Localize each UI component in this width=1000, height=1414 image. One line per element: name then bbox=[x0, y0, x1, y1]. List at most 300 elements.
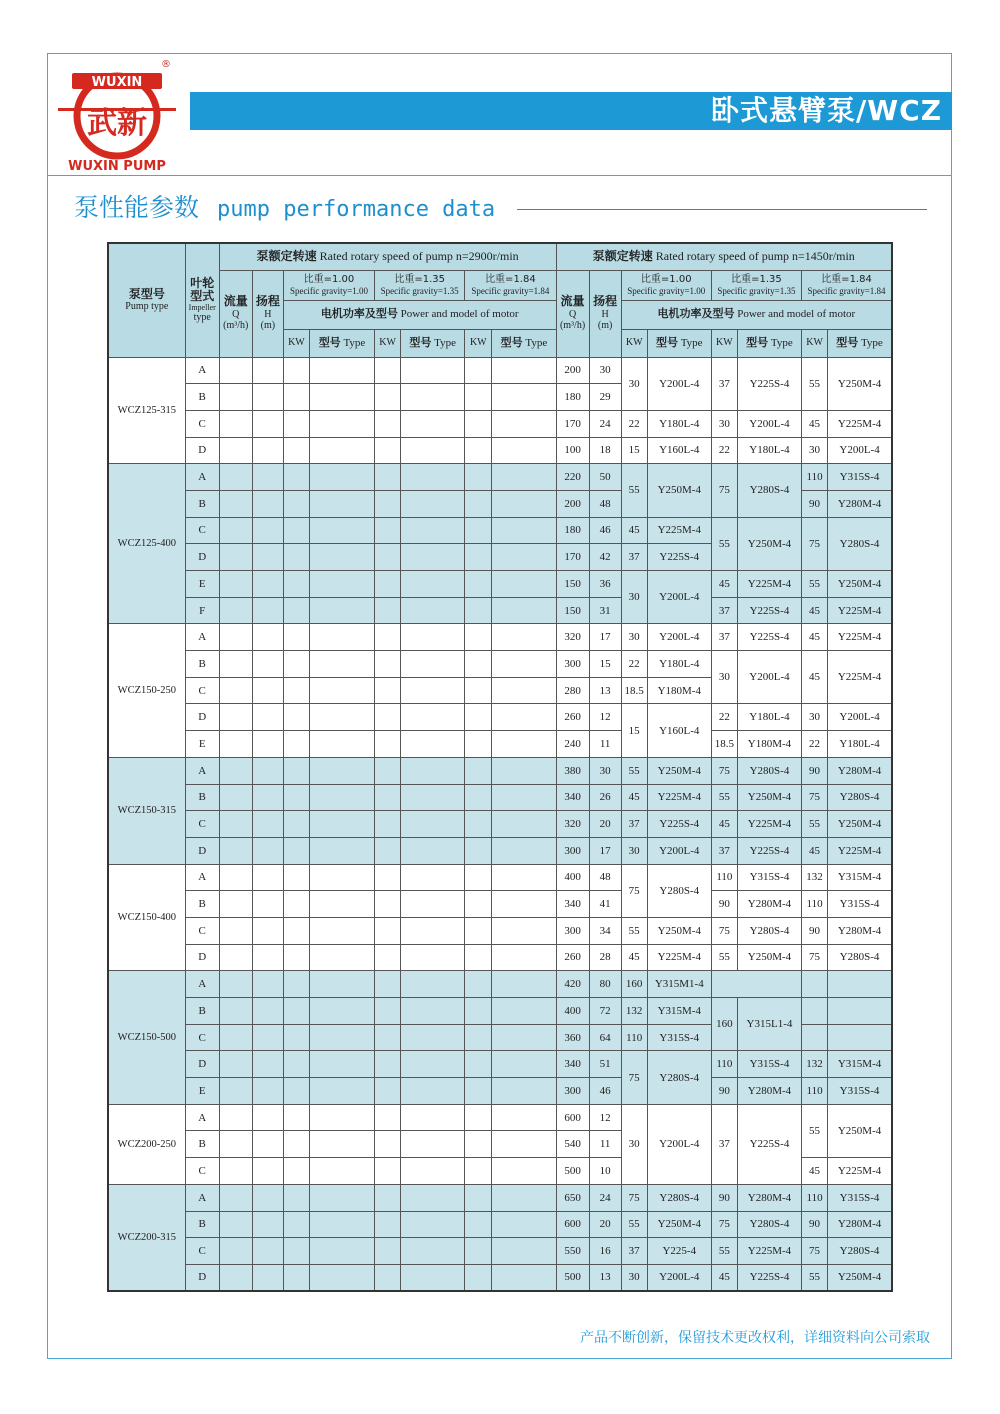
impeller-cell: D bbox=[185, 1051, 219, 1078]
kw-cell: 75 bbox=[621, 1184, 647, 1211]
impeller-cell: B bbox=[185, 998, 219, 1025]
flow-cell: 540 bbox=[556, 1131, 589, 1158]
kw-cell: 90 bbox=[802, 490, 828, 517]
flow-cell: 200 bbox=[556, 357, 589, 384]
table-row bbox=[108, 1184, 892, 1211]
header-motor-2900: 电机功率及型号 Power and model of motor bbox=[283, 300, 556, 329]
motor-type-cell: Y180M-4 bbox=[737, 731, 801, 758]
table-row bbox=[108, 1238, 892, 1265]
flow-cell: 500 bbox=[556, 1158, 589, 1185]
motor-type-cell: Y315L1-4 bbox=[737, 998, 801, 1051]
impeller-cell: C bbox=[185, 677, 219, 704]
head-cell: 13 bbox=[589, 1264, 621, 1291]
kw-cell: 45 bbox=[711, 571, 737, 598]
motor-type-cell: Y250M-4 bbox=[737, 944, 801, 971]
flow-cell: 170 bbox=[556, 544, 589, 571]
motor-type-cell: Y280S-4 bbox=[828, 517, 892, 570]
impeller-cell: C bbox=[185, 517, 219, 544]
flow-cell: 550 bbox=[556, 1238, 589, 1265]
motor-type-cell: Y315S-4 bbox=[737, 1051, 801, 1078]
kw-cell: 55 bbox=[621, 917, 647, 944]
impeller-cell: B bbox=[185, 1131, 219, 1158]
head-cell: 30 bbox=[589, 757, 621, 784]
header-flow-1450: 流量 Q (m³/h) bbox=[556, 270, 589, 357]
header-speed-1450: 泵额定转速 Rated rotary speed of pump n=1450r/min bbox=[556, 243, 892, 270]
flow-cell: 380 bbox=[556, 757, 589, 784]
kw-cell: 75 bbox=[711, 464, 737, 517]
head-cell: 72 bbox=[589, 998, 621, 1025]
head-cell: 11 bbox=[589, 731, 621, 758]
header-type: 型号 Type bbox=[647, 329, 711, 357]
table-row bbox=[108, 597, 892, 624]
head-cell: 29 bbox=[589, 384, 621, 411]
kw-cell: 30 bbox=[621, 837, 647, 864]
flow-cell: 600 bbox=[556, 1211, 589, 1238]
pump-type-cell: WCZ200-250 bbox=[108, 1104, 185, 1184]
motor-type-cell: Y225M-4 bbox=[647, 944, 711, 971]
kw-cell: 55 bbox=[802, 357, 828, 410]
flow-cell: 340 bbox=[556, 1051, 589, 1078]
motor-type-cell: Y225M-4 bbox=[737, 1238, 801, 1265]
motor-type-cell: Y250M-4 bbox=[828, 1264, 892, 1291]
header-type: 型号 Type bbox=[309, 329, 374, 357]
impeller-cell: A bbox=[185, 464, 219, 491]
kw-cell: 22 bbox=[711, 704, 737, 731]
impeller-cell: A bbox=[185, 757, 219, 784]
header-type: 型号 Type bbox=[401, 329, 465, 357]
motor-type-cell: Y250M-4 bbox=[647, 464, 711, 517]
flow-cell: 180 bbox=[556, 517, 589, 544]
kw-cell: 30 bbox=[621, 357, 647, 410]
kw-cell: 132 bbox=[802, 864, 828, 891]
header-kw: KW bbox=[802, 329, 828, 357]
kw-cell: 75 bbox=[621, 1051, 647, 1104]
kw-cell: 22 bbox=[802, 731, 828, 758]
table-row bbox=[108, 437, 892, 464]
kw-cell: 30 bbox=[621, 571, 647, 624]
header-type: 型号 Type bbox=[828, 329, 892, 357]
header-sg100-1450: 比重=1.00 Specific gravity=1.00 bbox=[621, 270, 711, 300]
head-cell: 17 bbox=[589, 624, 621, 651]
header-sg100-2900: 比重=1.00 Specific gravity=1.00 bbox=[283, 270, 374, 300]
motor-type-cell: Y250M-4 bbox=[828, 357, 892, 410]
flow-cell: 150 bbox=[556, 597, 589, 624]
table-row bbox=[108, 651, 892, 678]
kw-cell: 75 bbox=[621, 864, 647, 917]
motor-type-cell: Y280M-4 bbox=[737, 891, 801, 918]
kw-cell: 110 bbox=[711, 864, 737, 891]
table-row bbox=[108, 1051, 892, 1078]
table-row bbox=[108, 864, 892, 891]
kw-cell: 55 bbox=[802, 811, 828, 838]
table-row bbox=[108, 1264, 892, 1291]
kw-cell: 75 bbox=[711, 757, 737, 784]
impeller-cell: C bbox=[185, 1158, 219, 1185]
flow-cell: 300 bbox=[556, 651, 589, 678]
flow-cell: 320 bbox=[556, 624, 589, 651]
head-cell: 34 bbox=[589, 917, 621, 944]
impeller-cell: B bbox=[185, 490, 219, 517]
table-row bbox=[108, 757, 892, 784]
kw-cell: 37 bbox=[711, 597, 737, 624]
motor-type-cell: Y250M-4 bbox=[828, 1104, 892, 1157]
logo-text-en: WUXIN bbox=[91, 75, 143, 90]
impeller-cell: A bbox=[185, 1184, 219, 1211]
motor-type-cell: Y280S-4 bbox=[647, 864, 711, 917]
pump-type-cell: WCZ150-400 bbox=[108, 864, 185, 971]
pump-type-cell: WCZ150-315 bbox=[108, 757, 185, 864]
section-rule bbox=[517, 209, 927, 210]
impeller-cell: C bbox=[185, 917, 219, 944]
kw-cell: 30 bbox=[802, 437, 828, 464]
kw-cell: 55 bbox=[711, 944, 737, 971]
motor-type-cell: Y280S-4 bbox=[828, 1238, 892, 1265]
motor-type-cell: Y280S-4 bbox=[737, 917, 801, 944]
flow-cell: 420 bbox=[556, 971, 589, 998]
motor-type-cell: Y280M-4 bbox=[828, 757, 892, 784]
table-row bbox=[108, 811, 892, 838]
kw-cell: 90 bbox=[711, 891, 737, 918]
motor-type-cell: Y225M-4 bbox=[828, 410, 892, 437]
kw-cell: 30 bbox=[621, 1264, 647, 1291]
flow-cell: 180 bbox=[556, 384, 589, 411]
performance-table bbox=[107, 242, 893, 1292]
motor-type-cell: Y200L-4 bbox=[647, 357, 711, 410]
motor-type-cell: Y225S-4 bbox=[737, 597, 801, 624]
head-cell: 24 bbox=[589, 1184, 621, 1211]
table-row bbox=[108, 1078, 892, 1105]
motor-type-cell: Y200L-4 bbox=[647, 624, 711, 651]
registered-mark: ® bbox=[161, 59, 171, 70]
motor-type-cell: Y225S-4 bbox=[737, 1264, 801, 1291]
head-cell: 12 bbox=[589, 704, 621, 731]
motor-type-cell: Y280M-4 bbox=[828, 490, 892, 517]
header-kw: KW bbox=[465, 329, 492, 357]
kw-cell: 37 bbox=[621, 1238, 647, 1265]
header-kw: KW bbox=[621, 329, 647, 357]
head-cell: 50 bbox=[589, 464, 621, 491]
kw-cell: 55 bbox=[711, 1238, 737, 1265]
header-head-1450: 扬程 H (m) bbox=[589, 270, 621, 357]
kw-cell: 160 bbox=[621, 971, 647, 998]
flow-cell: 400 bbox=[556, 864, 589, 891]
section-title bbox=[74, 190, 495, 226]
kw-cell: 18.5 bbox=[711, 731, 737, 758]
flow-cell: 400 bbox=[556, 998, 589, 1025]
motor-type-cell: Y315M-4 bbox=[828, 864, 892, 891]
table-row bbox=[108, 1104, 892, 1131]
table-row bbox=[108, 998, 892, 1025]
kw-cell: 55 bbox=[802, 1264, 828, 1291]
motor-type-cell: Y200L-4 bbox=[737, 410, 801, 437]
header-sg135-1450: 比重=1.35 Specific gravity=1.35 bbox=[711, 270, 801, 300]
pump-type-cell: WCZ125-400 bbox=[108, 464, 185, 624]
motor-type-cell: Y225M-4 bbox=[828, 651, 892, 704]
motor-type-cell: Y225M-4 bbox=[828, 1158, 892, 1185]
flow-cell: 280 bbox=[556, 677, 589, 704]
table-row bbox=[108, 837, 892, 864]
head-cell: 64 bbox=[589, 1024, 621, 1051]
wuxin-logo bbox=[58, 58, 176, 173]
flow-cell: 300 bbox=[556, 1078, 589, 1105]
kw-cell: 160 bbox=[711, 998, 737, 1051]
motor-type-cell: Y225M-4 bbox=[828, 624, 892, 651]
kw-cell: 75 bbox=[802, 1238, 828, 1265]
kw-cell: 90 bbox=[711, 1078, 737, 1105]
logo-text-cn: 武新 bbox=[87, 106, 147, 141]
table-row bbox=[108, 731, 892, 758]
motor-type-cell: Y225-4 bbox=[647, 1238, 711, 1265]
kw-cell: 75 bbox=[802, 784, 828, 811]
motor-type-cell: Y200L-4 bbox=[828, 437, 892, 464]
header-sg184-2900: 比重=1.84 Specific gravity=1.84 bbox=[465, 270, 556, 300]
pump-type-cell: WCZ150-250 bbox=[108, 624, 185, 757]
kw-cell: 45 bbox=[802, 624, 828, 651]
flow-cell: 150 bbox=[556, 571, 589, 598]
head-cell: 20 bbox=[589, 811, 621, 838]
table-row bbox=[108, 917, 892, 944]
table-row bbox=[108, 704, 892, 731]
table-row bbox=[108, 1211, 892, 1238]
flow-cell: 300 bbox=[556, 837, 589, 864]
motor-type-cell: Y250M-4 bbox=[828, 571, 892, 598]
head-cell: 80 bbox=[589, 971, 621, 998]
impeller-cell: B bbox=[185, 891, 219, 918]
kw-cell: 132 bbox=[621, 998, 647, 1025]
head-cell: 31 bbox=[589, 597, 621, 624]
impeller-cell: E bbox=[185, 731, 219, 758]
motor-type-cell: Y315M-4 bbox=[828, 1051, 892, 1078]
motor-type-cell: Y250M-4 bbox=[647, 757, 711, 784]
motor-type-cell: Y180L-4 bbox=[828, 731, 892, 758]
motor-type-cell: Y250M-4 bbox=[647, 917, 711, 944]
header-kw: KW bbox=[375, 329, 401, 357]
kw-cell: 30 bbox=[621, 624, 647, 651]
impeller-cell: C bbox=[185, 1238, 219, 1265]
impeller-cell: D bbox=[185, 437, 219, 464]
impeller-cell: E bbox=[185, 571, 219, 598]
kw-cell: 90 bbox=[711, 1184, 737, 1211]
motor-type-cell: Y280M-4 bbox=[828, 917, 892, 944]
motor-type-cell: Y200L-4 bbox=[737, 651, 801, 704]
motor-type-cell: Y280S-4 bbox=[737, 1211, 801, 1238]
kw-cell: 55 bbox=[802, 571, 828, 598]
pump-type-cell: WCZ150-500 bbox=[108, 971, 185, 1104]
kw-cell: 37 bbox=[711, 624, 737, 651]
impeller-cell: A bbox=[185, 864, 219, 891]
motor-type-cell: Y315S-4 bbox=[647, 1024, 711, 1051]
motor-type-cell: Y315S-4 bbox=[828, 1184, 892, 1211]
kw-cell: 22 bbox=[711, 437, 737, 464]
kw-cell: 45 bbox=[802, 1158, 828, 1185]
impeller-cell: B bbox=[185, 651, 219, 678]
pump-type-cell: WCZ200-315 bbox=[108, 1184, 185, 1291]
motor-type-cell: Y160L-4 bbox=[647, 704, 711, 757]
kw-cell: 30 bbox=[711, 651, 737, 704]
head-cell: 41 bbox=[589, 891, 621, 918]
kw-cell: 110 bbox=[802, 464, 828, 491]
impeller-cell: D bbox=[185, 544, 219, 571]
motor-type-cell: Y225M-4 bbox=[737, 811, 801, 838]
motor-type-cell: Y225S-4 bbox=[647, 811, 711, 838]
motor-type-cell: Y225M-4 bbox=[647, 517, 711, 544]
kw-cell: 45 bbox=[802, 651, 828, 704]
header-impeller: 叶轮型式 Impeller type bbox=[185, 243, 219, 357]
motor-type-cell: Y250M-4 bbox=[647, 1211, 711, 1238]
flow-cell: 220 bbox=[556, 464, 589, 491]
flow-cell: 240 bbox=[556, 731, 589, 758]
kw-cell: 37 bbox=[621, 544, 647, 571]
motor-type-cell: Y315S-4 bbox=[737, 864, 801, 891]
head-cell: 10 bbox=[589, 1158, 621, 1185]
motor-type-cell: Y280M-4 bbox=[737, 1184, 801, 1211]
head-cell: 17 bbox=[589, 837, 621, 864]
kw-cell: 90 bbox=[802, 1211, 828, 1238]
kw-cell: 75 bbox=[802, 517, 828, 570]
motor-type-cell: Y315S-4 bbox=[828, 1078, 892, 1105]
head-cell: 42 bbox=[589, 544, 621, 571]
header-sg184-1450: 比重=1.84 Specific gravity=1.84 bbox=[802, 270, 892, 300]
motor-type-cell: Y180L-4 bbox=[737, 437, 801, 464]
motor-type-cell: Y280S-4 bbox=[737, 757, 801, 784]
kw-cell: 55 bbox=[711, 517, 737, 570]
flow-cell: 360 bbox=[556, 1024, 589, 1051]
table-row bbox=[108, 571, 892, 598]
impeller-cell: C bbox=[185, 1024, 219, 1051]
kw-cell: 37 bbox=[711, 837, 737, 864]
head-cell: 15 bbox=[589, 651, 621, 678]
motor-type-cell: Y280M-4 bbox=[737, 1078, 801, 1105]
head-cell: 28 bbox=[589, 944, 621, 971]
table-row bbox=[108, 357, 892, 384]
flow-cell: 100 bbox=[556, 437, 589, 464]
motor-type-cell: Y280S-4 bbox=[647, 1051, 711, 1104]
table-row bbox=[108, 624, 892, 651]
kw-cell: 110 bbox=[802, 1184, 828, 1211]
motor-type-cell: Y315S-4 bbox=[828, 891, 892, 918]
flow-cell: 170 bbox=[556, 410, 589, 437]
motor-type-cell: Y280S-4 bbox=[828, 944, 892, 971]
motor-type-cell: Y280S-4 bbox=[647, 1184, 711, 1211]
flow-cell: 500 bbox=[556, 1264, 589, 1291]
table-row bbox=[108, 464, 892, 491]
table-row bbox=[108, 891, 892, 918]
kw-cell: 55 bbox=[621, 464, 647, 517]
motor-type-cell: Y225M-4 bbox=[737, 571, 801, 598]
impeller-cell: D bbox=[185, 944, 219, 971]
motor-type-cell: Y225S-4 bbox=[737, 837, 801, 864]
header-type: 型号 Type bbox=[492, 329, 556, 357]
motor-type-cell: Y225M-4 bbox=[828, 837, 892, 864]
head-cell: 30 bbox=[589, 357, 621, 384]
kw-cell: 75 bbox=[802, 944, 828, 971]
head-cell: 11 bbox=[589, 1131, 621, 1158]
head-cell: 18 bbox=[589, 437, 621, 464]
motor-type-cell: Y180M-4 bbox=[647, 677, 711, 704]
flow-cell: 340 bbox=[556, 784, 589, 811]
kw-cell: 110 bbox=[711, 1051, 737, 1078]
motor-type-cell: Y280S-4 bbox=[737, 464, 801, 517]
flow-cell: 650 bbox=[556, 1184, 589, 1211]
footer-note: 产品不断创新，保留技术更改权利，详细资料向公司索取 bbox=[580, 1330, 930, 1346]
impeller-cell: A bbox=[185, 357, 219, 384]
impeller-cell: C bbox=[185, 410, 219, 437]
header-kw: KW bbox=[283, 329, 309, 357]
motor-type-cell: Y180L-4 bbox=[737, 704, 801, 731]
table-row bbox=[108, 944, 892, 971]
kw-cell: 75 bbox=[711, 1211, 737, 1238]
impeller-cell: F bbox=[185, 597, 219, 624]
kw-cell: 37 bbox=[711, 357, 737, 410]
header-sg135-2900: 比重=1.35 Specific gravity=1.35 bbox=[375, 270, 465, 300]
kw-cell: 55 bbox=[621, 757, 647, 784]
kw-cell: 90 bbox=[802, 917, 828, 944]
motor-type-cell: Y225S-4 bbox=[737, 1104, 801, 1184]
impeller-cell: D bbox=[185, 704, 219, 731]
kw-cell: 132 bbox=[802, 1051, 828, 1078]
kw-cell: 37 bbox=[621, 811, 647, 838]
impeller-cell: B bbox=[185, 1211, 219, 1238]
kw-cell: 90 bbox=[802, 757, 828, 784]
impeller-cell: C bbox=[185, 811, 219, 838]
kw-cell: 110 bbox=[802, 891, 828, 918]
head-cell: 13 bbox=[589, 677, 621, 704]
motor-type-cell: Y225S-4 bbox=[737, 357, 801, 410]
kw-cell: 22 bbox=[621, 410, 647, 437]
kw-cell: 45 bbox=[711, 1264, 737, 1291]
kw-cell: 45 bbox=[802, 597, 828, 624]
kw-cell: 75 bbox=[711, 917, 737, 944]
flow-cell: 260 bbox=[556, 704, 589, 731]
kw-cell: 30 bbox=[711, 410, 737, 437]
table-row bbox=[108, 517, 892, 544]
header-flow-2900: 流量 Q (m³/h) bbox=[219, 270, 252, 357]
header-motor-1450: 电机功率及型号 Power and model of motor bbox=[621, 300, 892, 329]
head-cell: 26 bbox=[589, 784, 621, 811]
flow-cell: 340 bbox=[556, 891, 589, 918]
header-head-2900: 扬程 H (m) bbox=[252, 270, 283, 357]
motor-type-cell: Y225S-4 bbox=[647, 544, 711, 571]
impeller-cell: D bbox=[185, 1264, 219, 1291]
motor-type-cell: Y280S-4 bbox=[828, 784, 892, 811]
motor-type-cell: Y180L-4 bbox=[647, 410, 711, 437]
kw-cell: 15 bbox=[621, 704, 647, 757]
kw-cell: 30 bbox=[621, 1104, 647, 1184]
motor-type-cell: Y180L-4 bbox=[647, 651, 711, 678]
impeller-cell: A bbox=[185, 971, 219, 998]
kw-cell: 55 bbox=[711, 784, 737, 811]
table-row bbox=[108, 971, 892, 998]
impeller-cell: A bbox=[185, 624, 219, 651]
motor-type-cell: Y225M-4 bbox=[647, 784, 711, 811]
motor-type-cell: Y225S-4 bbox=[737, 624, 801, 651]
pump-type-cell: WCZ125-315 bbox=[108, 357, 185, 464]
motor-type-cell: Y200L-4 bbox=[647, 1264, 711, 1291]
table-row bbox=[108, 784, 892, 811]
kw-cell: 45 bbox=[711, 811, 737, 838]
kw-cell: 110 bbox=[802, 1078, 828, 1105]
kw-cell: 45 bbox=[621, 517, 647, 544]
motor-type-cell: Y315M-4 bbox=[647, 998, 711, 1025]
header-separator bbox=[47, 175, 952, 176]
kw-cell: 45 bbox=[802, 410, 828, 437]
kw-cell: 30 bbox=[802, 704, 828, 731]
motor-type-cell: Y225M-4 bbox=[828, 597, 892, 624]
flow-cell: 320 bbox=[556, 811, 589, 838]
motor-type-cell: Y280M-4 bbox=[828, 1211, 892, 1238]
impeller-cell: E bbox=[185, 1078, 219, 1105]
header-pump-type: 泵型号 Pump type bbox=[108, 243, 185, 357]
